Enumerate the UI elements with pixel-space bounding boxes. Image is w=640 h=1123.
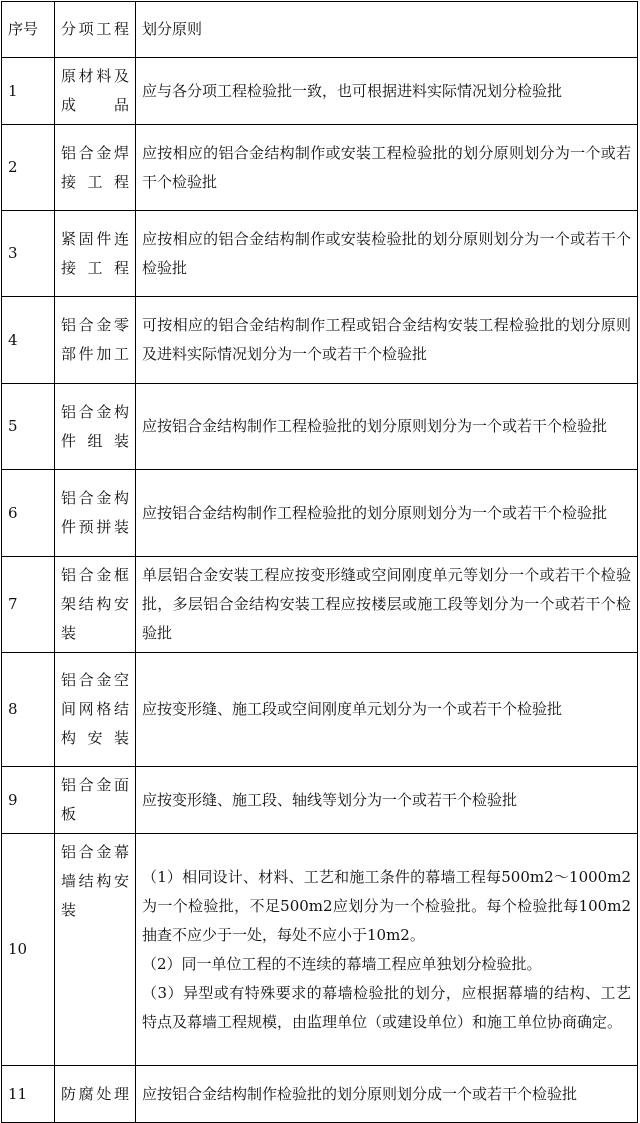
table-row xyxy=(2,1066,638,1123)
header-item: 分项工程 xyxy=(55,2,136,58)
rule-paragraph: 应按铝合金结构制作工程检验批的划分原则划分为一个或若干个检验批 xyxy=(142,417,608,435)
table-row xyxy=(2,557,638,653)
row-item: 防腐处理 xyxy=(55,1066,136,1123)
row-number: 10 xyxy=(2,834,55,1066)
rule-paragraph: 应按相应的铝合金结构制作或安装工程检验批的划分原则划分为一个或若干个检验批 xyxy=(142,143,631,191)
row-item: 铝合金构件预拼装 xyxy=(55,470,136,557)
row-number: 9 xyxy=(2,767,55,834)
row-number: 6 xyxy=(2,470,55,557)
rule-paragraph: 可按相应的铝合金结构制作工程或铝合金结构安装工程检验批的划分原则及进料实际情况划分为一个或若干个检验批 xyxy=(142,316,631,363)
row-number: 4 xyxy=(2,297,55,384)
table-row xyxy=(2,384,638,470)
row-rule xyxy=(136,1066,638,1123)
rule-paragraph: 应按变形缝、施工段或空间刚度单元划分为一个或若干个检验批 xyxy=(142,700,563,718)
table-row xyxy=(2,834,638,1066)
row-rule xyxy=(136,125,638,211)
rule-paragraph: （3）异型或有特殊要求的幕墙检验批的划分，应根据幕墙的结构、工艺特点及幕墙工程规模，由监理单位（或建设单位）和施工单位协商确定。 xyxy=(142,983,631,1031)
row-item: 铝合金焊接工程 xyxy=(55,125,136,211)
row-number: 2 xyxy=(2,125,55,211)
row-item: 原材料及成品 xyxy=(55,58,136,125)
rule-paragraph: 应按变形缝、施工段、轴线等划分为一个或若干个检验批 xyxy=(142,790,518,809)
rule-paragraph: 应按铝合金结构制作检验批的划分原则划分成一个或若干个检验批 xyxy=(142,1084,578,1103)
header-rule: 划分原则 xyxy=(136,2,638,58)
table-body xyxy=(2,2,638,1123)
header-row xyxy=(2,2,638,58)
row-rule xyxy=(136,653,638,767)
table-row xyxy=(2,470,638,557)
table-row xyxy=(2,211,638,297)
row-rule xyxy=(136,58,638,125)
row-number: 5 xyxy=(2,384,55,470)
rule-paragraph: 应与各分项工程检验批一致，也可根据进料实际情况划分检验批 xyxy=(142,81,563,100)
table-row xyxy=(2,125,638,211)
row-number: 7 xyxy=(2,557,55,653)
row-rule xyxy=(136,384,638,470)
row-rule xyxy=(136,767,638,834)
header-no: 序号 xyxy=(2,2,55,58)
row-item: 铝合金空间网格结构安装 xyxy=(55,653,136,767)
table-row xyxy=(2,767,638,834)
row-rule xyxy=(136,557,638,653)
row-item: 铝合金框架结构安装 xyxy=(55,557,136,653)
rule-paragraph: 单层铝合金安装工程应按变形缝或空间刚度单元等划分一个或若干个检验批，多层铝合金结构安装工程应按楼层或施工段等划分为一个或若干个检验批 xyxy=(142,566,631,642)
row-item: 铝合金构件组装 xyxy=(55,384,136,470)
table-row xyxy=(2,297,638,384)
rule-paragraph: 应按相应的铝合金结构制作或安装检验批的划分原则划分为一个或若干个检验批 xyxy=(142,229,631,277)
row-rule xyxy=(136,297,638,384)
row-number: 8 xyxy=(2,653,55,767)
rule-paragraph: 应按铝合金结构制作工程检验批的划分原则划分为一个或若干个检验批 xyxy=(142,503,608,522)
row-item: 铝合金零部件加工 xyxy=(55,297,136,384)
row-item: 铝合金面板 xyxy=(55,767,136,834)
rule-paragraph: （1）相同设计、材料、工艺和施工条件的幕墙工程每500m2～1000m2为一个检验批，不足500m2应划分为一个检验批。每个检验批每100m2抽查不应少于一处，每处不应小于10m2。 xyxy=(142,867,631,944)
row-number: 11 xyxy=(2,1066,55,1123)
table-row xyxy=(2,653,638,767)
rule-paragraph: （2）同一单位工程的不连续的幕墙工程应单独划分检验批。 xyxy=(142,954,542,973)
row-item: 铝合金幕墙结构安装 xyxy=(55,834,136,1066)
division-table xyxy=(1,1,638,1123)
table-row xyxy=(2,58,638,125)
row-item: 紧固件连接工程 xyxy=(55,211,136,297)
row-rule xyxy=(136,470,638,557)
row-number: 1 xyxy=(2,58,55,125)
row-number: 3 xyxy=(2,211,55,297)
row-rule xyxy=(136,834,638,1066)
row-rule xyxy=(136,211,638,297)
